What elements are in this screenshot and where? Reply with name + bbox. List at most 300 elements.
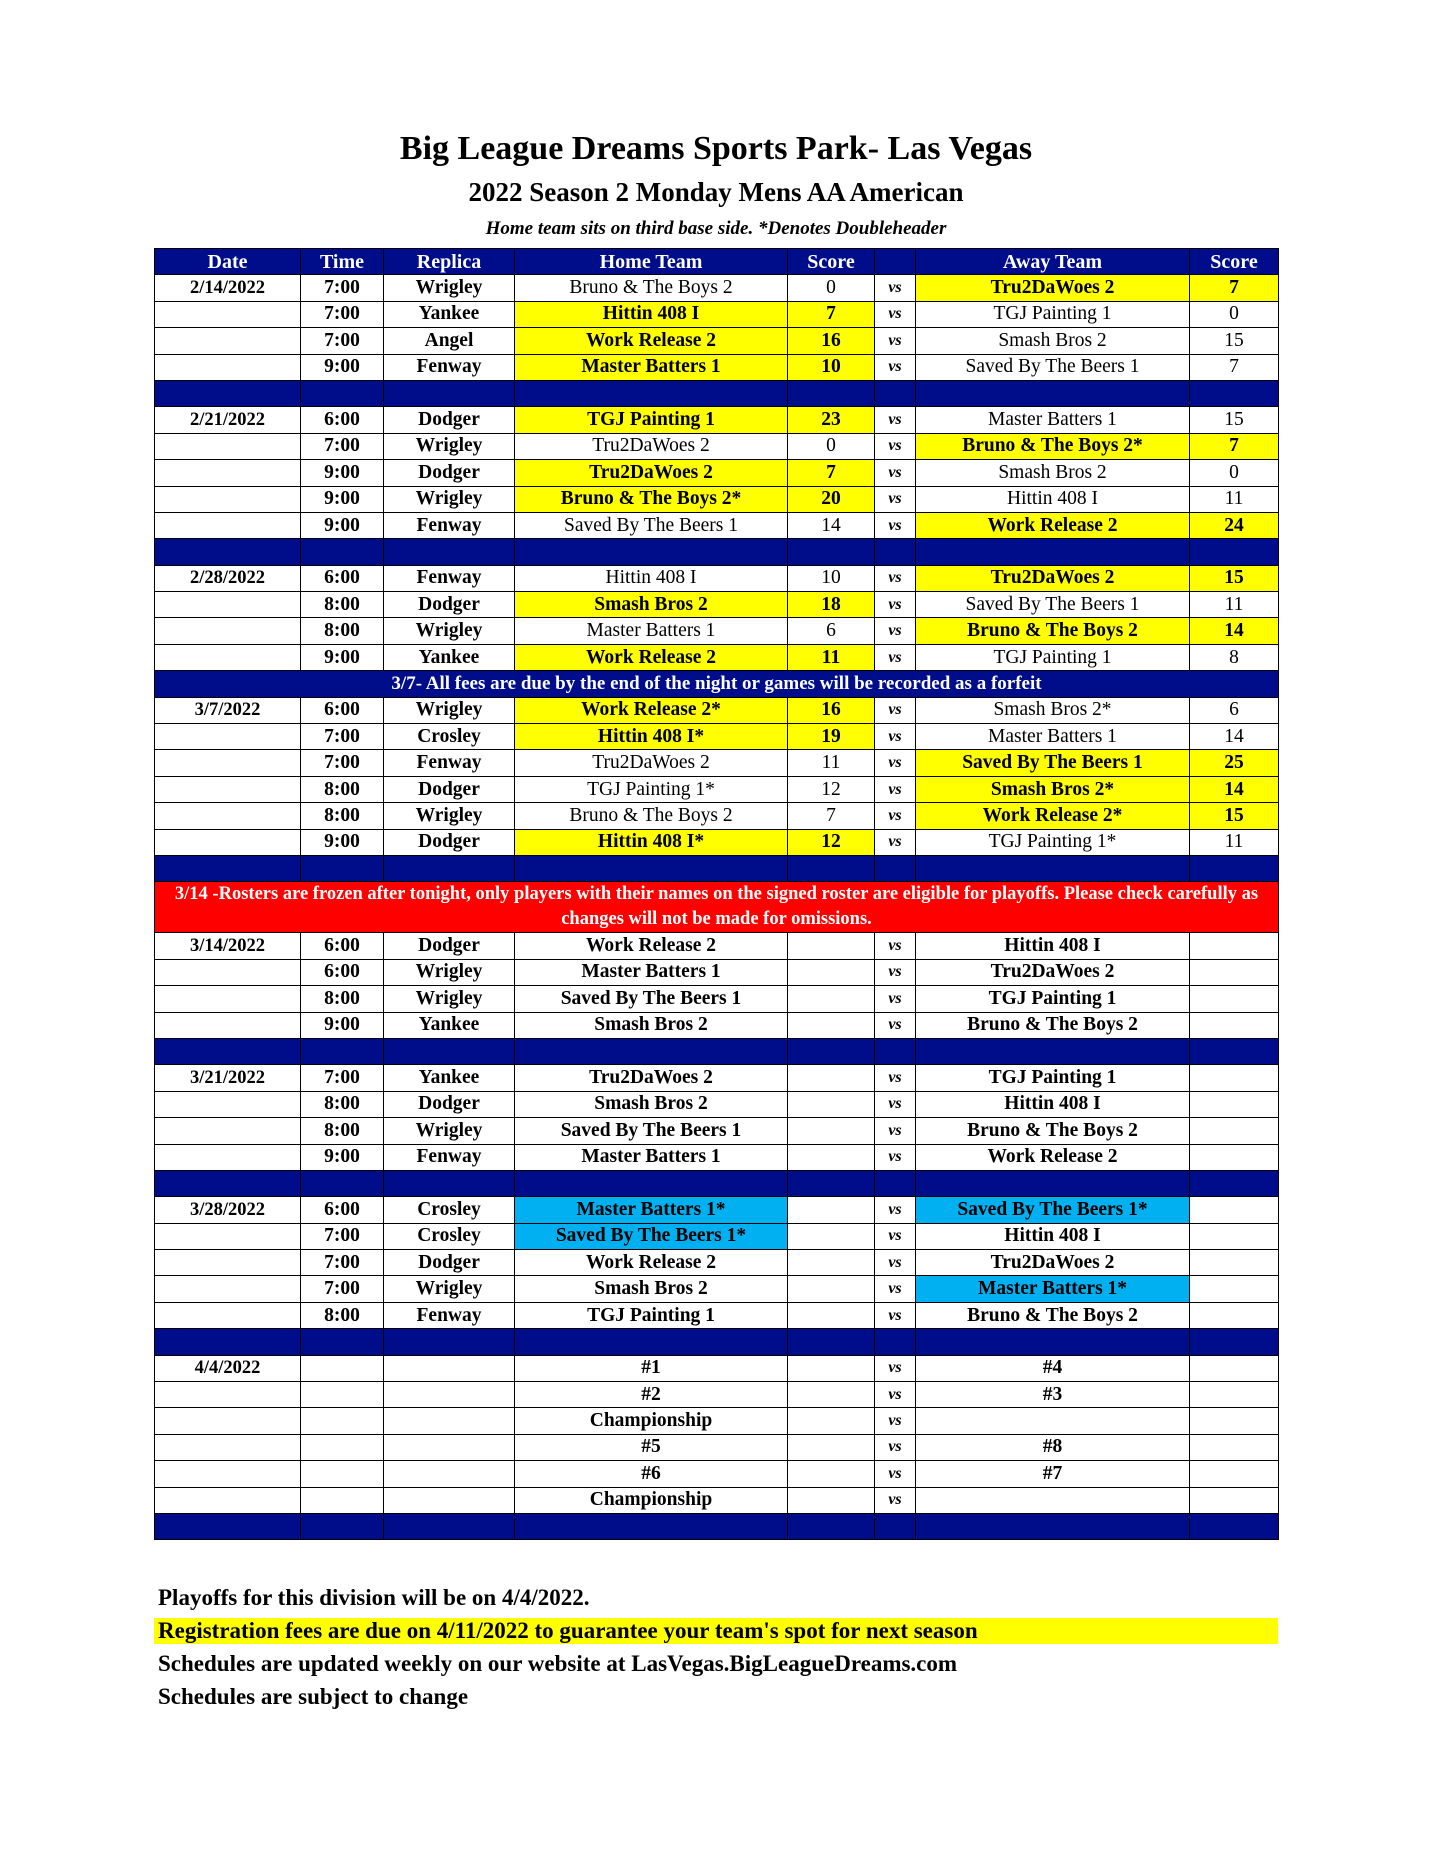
home-team: Tru2DaWoes 2 <box>515 1065 788 1091</box>
col-header-replica: Replica <box>384 249 515 275</box>
spacer-cell <box>788 855 875 881</box>
game-field: Fenway <box>384 354 515 380</box>
game-row <box>155 407 1279 433</box>
home-score <box>788 1276 875 1302</box>
away-team: Tru2DaWoes 2 <box>916 959 1190 985</box>
game-row <box>155 1434 1279 1460</box>
game-field <box>384 1355 515 1381</box>
home-score: 7 <box>788 460 875 486</box>
away-score: 7 <box>1190 354 1279 380</box>
away-team: Work Release 2 <box>916 512 1190 538</box>
game-date <box>155 433 301 459</box>
away-score <box>1190 1355 1279 1381</box>
game-date: 4/4/2022 <box>155 1355 301 1381</box>
col-header-home-score: Score <box>788 249 875 275</box>
home-score <box>788 1302 875 1328</box>
game-time: 7:00 <box>301 1223 384 1249</box>
away-team: Tru2DaWoes 2 <box>916 1250 1190 1276</box>
game-time <box>301 1382 384 1408</box>
home-score: 12 <box>788 829 875 855</box>
away-score: 7 <box>1190 433 1279 459</box>
away-score <box>1190 1434 1279 1460</box>
home-team: Tru2DaWoes 2 <box>515 433 788 459</box>
game-time: 9:00 <box>301 354 384 380</box>
spacer-cell <box>384 1038 515 1064</box>
home-score <box>788 1223 875 1249</box>
away-team: #3 <box>916 1382 1190 1408</box>
home-score <box>788 959 875 985</box>
game-field: Dodger <box>384 460 515 486</box>
home-score <box>788 986 875 1012</box>
game-date <box>155 301 301 327</box>
game-row <box>155 1012 1279 1038</box>
vs-label: vs <box>875 1355 916 1381</box>
game-time: 6:00 <box>301 1197 384 1223</box>
spacer-cell <box>515 1329 788 1355</box>
game-date <box>155 1461 301 1487</box>
vs-label: vs <box>875 1197 916 1223</box>
game-time: 7:00 <box>301 1065 384 1091</box>
game-row <box>155 803 1279 829</box>
vs-label: vs <box>875 1302 916 1328</box>
spacer-cell <box>515 539 788 565</box>
vs-label: vs <box>875 644 916 670</box>
roster-alert: 3/14 -Rosters are frozen after tonight, only players with their names on the signed roster are eligible for playoffs. Please check carefully as changes will not be made for omissions. <box>155 882 1279 933</box>
home-team: Smash Bros 2 <box>515 1276 788 1302</box>
away-team: TGJ Painting 1 <box>916 1065 1190 1091</box>
game-time: 6:00 <box>301 565 384 591</box>
game-row <box>155 1408 1279 1434</box>
game-field: Wrigley <box>384 433 515 459</box>
vs-label: vs <box>875 1144 916 1170</box>
game-time: 9:00 <box>301 512 384 538</box>
away-score: 11 <box>1190 486 1279 512</box>
spacer-cell <box>155 380 301 406</box>
spacer-cell <box>875 1170 916 1196</box>
away-team: Master Batters 1 <box>916 407 1190 433</box>
home-team: Hittin 408 I <box>515 565 788 591</box>
game-row <box>155 750 1279 776</box>
away-team: Hittin 408 I <box>916 1091 1190 1117</box>
game-date <box>155 460 301 486</box>
game-row <box>155 1223 1279 1249</box>
home-team: Work Release 2 <box>515 644 788 670</box>
game-field <box>384 1487 515 1513</box>
game-time <box>301 1408 384 1434</box>
home-score: 10 <box>788 565 875 591</box>
home-team: Hittin 408 I* <box>515 829 788 855</box>
game-field <box>384 1382 515 1408</box>
home-score <box>788 933 875 959</box>
game-time: 6:00 <box>301 697 384 723</box>
spacer-cell <box>155 855 301 881</box>
away-score <box>1190 986 1279 1012</box>
game-time: 9:00 <box>301 829 384 855</box>
away-score: 8 <box>1190 644 1279 670</box>
game-date <box>155 1382 301 1408</box>
fee-notice-row <box>155 671 1279 697</box>
away-team: Bruno & The Boys 2* <box>916 433 1190 459</box>
vs-label: vs <box>875 433 916 459</box>
away-score: 15 <box>1190 328 1279 354</box>
game-time: 7:00 <box>301 1250 384 1276</box>
spacer-cell <box>515 1170 788 1196</box>
away-team: TGJ Painting 1 <box>916 986 1190 1012</box>
game-time: 9:00 <box>301 1012 384 1038</box>
home-score <box>788 1118 875 1144</box>
game-row <box>155 301 1279 327</box>
game-field: Dodger <box>384 1250 515 1276</box>
spacer-cell <box>384 1329 515 1355</box>
game-field <box>384 1434 515 1460</box>
away-score: 0 <box>1190 301 1279 327</box>
away-team: #7 <box>916 1461 1190 1487</box>
vs-label: vs <box>875 1012 916 1038</box>
game-date <box>155 986 301 1012</box>
game-field: Wrigley <box>384 1276 515 1302</box>
home-team: Tru2DaWoes 2 <box>515 460 788 486</box>
away-team: #4 <box>916 1355 1190 1381</box>
away-score: 6 <box>1190 697 1279 723</box>
away-team: Hittin 408 I <box>916 486 1190 512</box>
vs-label: vs <box>875 1461 916 1487</box>
away-team: Tru2DaWoes 2 <box>916 565 1190 591</box>
away-team: Hittin 408 I <box>916 1223 1190 1249</box>
game-row <box>155 354 1279 380</box>
spacer-cell <box>155 1329 301 1355</box>
game-date <box>155 1434 301 1460</box>
game-time: 6:00 <box>301 407 384 433</box>
home-score <box>788 1091 875 1117</box>
home-team: Master Batters 1 <box>515 959 788 985</box>
table-header-row <box>155 249 1279 275</box>
spacer-row <box>155 1038 1279 1064</box>
game-date: 2/21/2022 <box>155 407 301 433</box>
game-date <box>155 959 301 985</box>
game-time: 8:00 <box>301 776 384 802</box>
home-score <box>788 1197 875 1223</box>
game-row <box>155 724 1279 750</box>
spacer-cell <box>301 1329 384 1355</box>
game-time: 7:00 <box>301 433 384 459</box>
home-team: Work Release 2 <box>515 933 788 959</box>
game-field: Yankee <box>384 644 515 670</box>
spacer-cell <box>515 855 788 881</box>
away-score <box>1190 933 1279 959</box>
away-team: Saved By The Beers 1* <box>916 1197 1190 1223</box>
vs-label: vs <box>875 776 916 802</box>
away-score: 14 <box>1190 618 1279 644</box>
spacer-cell <box>1190 539 1279 565</box>
spacer-cell <box>875 1038 916 1064</box>
game-date <box>155 512 301 538</box>
registration-note: Registration fees are due on 4/11/2022 to guarantee your team's spot for next season <box>154 1618 1278 1644</box>
spacer-cell <box>1190 1329 1279 1355</box>
home-team: Saved By The Beers 1* <box>515 1223 788 1249</box>
away-score: 15 <box>1190 803 1279 829</box>
spacer-cell <box>384 1170 515 1196</box>
game-date <box>155 618 301 644</box>
home-score <box>788 1355 875 1381</box>
game-row <box>155 1197 1279 1223</box>
vs-label: vs <box>875 803 916 829</box>
game-row <box>155 618 1279 644</box>
away-score: 14 <box>1190 724 1279 750</box>
game-date: 3/14/2022 <box>155 933 301 959</box>
game-row <box>155 829 1279 855</box>
game-row <box>155 1302 1279 1328</box>
home-score: 7 <box>788 301 875 327</box>
game-row <box>155 1461 1279 1487</box>
spacer-cell <box>515 1038 788 1064</box>
game-field: Dodger <box>384 829 515 855</box>
vs-label: vs <box>875 354 916 380</box>
home-team: TGJ Painting 1 <box>515 407 788 433</box>
home-team: Tru2DaWoes 2 <box>515 750 788 776</box>
game-row <box>155 1250 1279 1276</box>
away-score: 24 <box>1190 512 1279 538</box>
spacer-cell <box>875 539 916 565</box>
game-date <box>155 1118 301 1144</box>
page-subtitle: 2022 Season 2 Monday Mens AA American <box>468 177 964 207</box>
home-team: Smash Bros 2 <box>515 592 788 618</box>
vs-label: vs <box>875 565 916 591</box>
away-score: 14 <box>1190 776 1279 802</box>
game-time: 8:00 <box>301 1091 384 1117</box>
vs-label: vs <box>875 1408 916 1434</box>
game-row <box>155 275 1279 301</box>
home-score: 16 <box>788 328 875 354</box>
away-team <box>916 1487 1190 1513</box>
vs-label: vs <box>875 1487 916 1513</box>
game-date: 2/28/2022 <box>155 565 301 591</box>
home-score: 23 <box>788 407 875 433</box>
spacer-cell <box>1190 855 1279 881</box>
game-row <box>155 776 1279 802</box>
away-score <box>1190 1223 1279 1249</box>
game-date: 2/14/2022 <box>155 275 301 301</box>
vs-label: vs <box>875 407 916 433</box>
game-time: 9:00 <box>301 486 384 512</box>
game-date <box>155 1408 301 1434</box>
away-team: Smash Bros 2* <box>916 776 1190 802</box>
home-team: #6 <box>515 1461 788 1487</box>
spacer-cell <box>1190 1170 1279 1196</box>
game-date <box>155 776 301 802</box>
home-score <box>788 1434 875 1460</box>
game-field: Dodger <box>384 933 515 959</box>
spacer-cell <box>301 539 384 565</box>
away-score <box>1190 1408 1279 1434</box>
col-header-home-team: Home Team <box>515 249 788 275</box>
game-date <box>155 1487 301 1513</box>
game-time: 8:00 <box>301 986 384 1012</box>
spacer-cell <box>916 1170 1190 1196</box>
away-score <box>1190 1461 1279 1487</box>
game-row <box>155 1065 1279 1091</box>
spacer-cell <box>1190 1513 1279 1539</box>
game-field: Fenway <box>384 512 515 538</box>
away-team: Bruno & The Boys 2 <box>916 1118 1190 1144</box>
game-field: Fenway <box>384 750 515 776</box>
game-row <box>155 986 1279 1012</box>
spacer-cell <box>875 1513 916 1539</box>
home-score: 0 <box>788 275 875 301</box>
away-team: Master Batters 1* <box>916 1276 1190 1302</box>
game-date <box>155 1091 301 1117</box>
home-team: Master Batters 1 <box>515 1144 788 1170</box>
away-score: 11 <box>1190 592 1279 618</box>
spacer-cell <box>515 1513 788 1539</box>
away-team <box>916 1408 1190 1434</box>
page-title: Big League Dreams Sports Park- Las Vegas <box>399 130 1033 167</box>
away-team: Bruno & The Boys 2 <box>916 1012 1190 1038</box>
game-date: 3/7/2022 <box>155 697 301 723</box>
disclaimer-note: Schedules are subject to change <box>158 1684 469 1709</box>
spacer-cell <box>916 855 1190 881</box>
game-field: Crosley <box>384 1197 515 1223</box>
home-score: 16 <box>788 697 875 723</box>
vs-label: vs <box>875 1223 916 1249</box>
spacer-row <box>155 1329 1279 1355</box>
away-score <box>1190 1276 1279 1302</box>
home-team: Bruno & The Boys 2 <box>515 275 788 301</box>
spacer-cell <box>515 380 788 406</box>
home-team: Smash Bros 2 <box>515 1012 788 1038</box>
home-team: Master Batters 1 <box>515 354 788 380</box>
home-score: 12 <box>788 776 875 802</box>
home-score <box>788 1408 875 1434</box>
game-field: Yankee <box>384 301 515 327</box>
spacer-row <box>155 539 1279 565</box>
home-score: 10 <box>788 354 875 380</box>
game-row <box>155 512 1279 538</box>
game-time: 8:00 <box>301 618 384 644</box>
away-score <box>1190 1065 1279 1091</box>
spacer-cell <box>301 1038 384 1064</box>
home-team: #2 <box>515 1382 788 1408</box>
game-date <box>155 1144 301 1170</box>
vs-label: vs <box>875 750 916 776</box>
spacer-row <box>155 1513 1279 1539</box>
game-time: 7:00 <box>301 301 384 327</box>
game-field: Angel <box>384 328 515 354</box>
game-time: 7:00 <box>301 275 384 301</box>
game-row <box>155 565 1279 591</box>
game-row <box>155 959 1279 985</box>
game-row <box>155 697 1279 723</box>
home-team: Saved By The Beers 1 <box>515 1118 788 1144</box>
away-score <box>1190 1250 1279 1276</box>
home-team: Hittin 408 I* <box>515 724 788 750</box>
vs-label: vs <box>875 959 916 985</box>
vs-label: vs <box>875 592 916 618</box>
vs-label: vs <box>875 301 916 327</box>
spacer-cell <box>384 380 515 406</box>
game-field: Wrigley <box>384 803 515 829</box>
away-team: Saved By The Beers 1 <box>916 750 1190 776</box>
game-row <box>155 933 1279 959</box>
col-header-away-score: Score <box>1190 249 1279 275</box>
spacer-cell <box>788 380 875 406</box>
away-score <box>1190 1118 1279 1144</box>
away-team: Saved By The Beers 1 <box>916 592 1190 618</box>
spacer-cell <box>155 1170 301 1196</box>
home-team: Smash Bros 2 <box>515 1091 788 1117</box>
home-team: Work Release 2 <box>515 1250 788 1276</box>
game-field: Fenway <box>384 1144 515 1170</box>
home-team: #1 <box>515 1355 788 1381</box>
game-field: Yankee <box>384 1012 515 1038</box>
away-team: #8 <box>916 1434 1190 1460</box>
col-header-vs <box>875 249 916 275</box>
away-team: TGJ Painting 1 <box>916 644 1190 670</box>
vs-label: vs <box>875 829 916 855</box>
game-time: 7:00 <box>301 724 384 750</box>
vs-label: vs <box>875 986 916 1012</box>
game-row <box>155 433 1279 459</box>
game-time: 8:00 <box>301 803 384 829</box>
game-field: Dodger <box>384 592 515 618</box>
game-field: Wrigley <box>384 986 515 1012</box>
spacer-cell <box>301 855 384 881</box>
game-time: 7:00 <box>301 750 384 776</box>
playoffs-note: Playoffs for this division will be on 4/4/2022. <box>158 1585 590 1610</box>
game-row <box>155 1144 1279 1170</box>
home-score <box>788 1382 875 1408</box>
game-row <box>155 486 1279 512</box>
game-row <box>155 328 1279 354</box>
game-date <box>155 486 301 512</box>
vs-label: vs <box>875 933 916 959</box>
away-score <box>1190 1012 1279 1038</box>
game-row <box>155 592 1279 618</box>
game-date <box>155 1012 301 1038</box>
home-team: TGJ Painting 1 <box>515 1302 788 1328</box>
game-date <box>155 750 301 776</box>
vs-label: vs <box>875 275 916 301</box>
game-field: Yankee <box>384 1065 515 1091</box>
spacer-cell <box>916 1513 1190 1539</box>
game-time: 9:00 <box>301 644 384 670</box>
game-date <box>155 1223 301 1249</box>
home-team: TGJ Painting 1* <box>515 776 788 802</box>
game-date <box>155 829 301 855</box>
home-score: 11 <box>788 750 875 776</box>
spacer-cell <box>788 539 875 565</box>
game-field: Dodger <box>384 776 515 802</box>
vs-label: vs <box>875 1434 916 1460</box>
away-team: Smash Bros 2 <box>916 460 1190 486</box>
game-row <box>155 1382 1279 1408</box>
away-team: Bruno & The Boys 2 <box>916 618 1190 644</box>
spacer-cell <box>875 855 916 881</box>
game-field: Wrigley <box>384 1118 515 1144</box>
spacer-cell <box>788 1513 875 1539</box>
vs-label: vs <box>875 1118 916 1144</box>
game-date: 3/21/2022 <box>155 1065 301 1091</box>
home-score <box>788 1012 875 1038</box>
spacer-cell <box>155 539 301 565</box>
game-field: Dodger <box>384 1091 515 1117</box>
home-score: 0 <box>788 433 875 459</box>
game-row <box>155 1276 1279 1302</box>
game-field: Wrigley <box>384 618 515 644</box>
away-team: Smash Bros 2* <box>916 697 1190 723</box>
spacer-cell <box>916 1038 1190 1064</box>
spacer-cell <box>875 380 916 406</box>
game-date <box>155 354 301 380</box>
